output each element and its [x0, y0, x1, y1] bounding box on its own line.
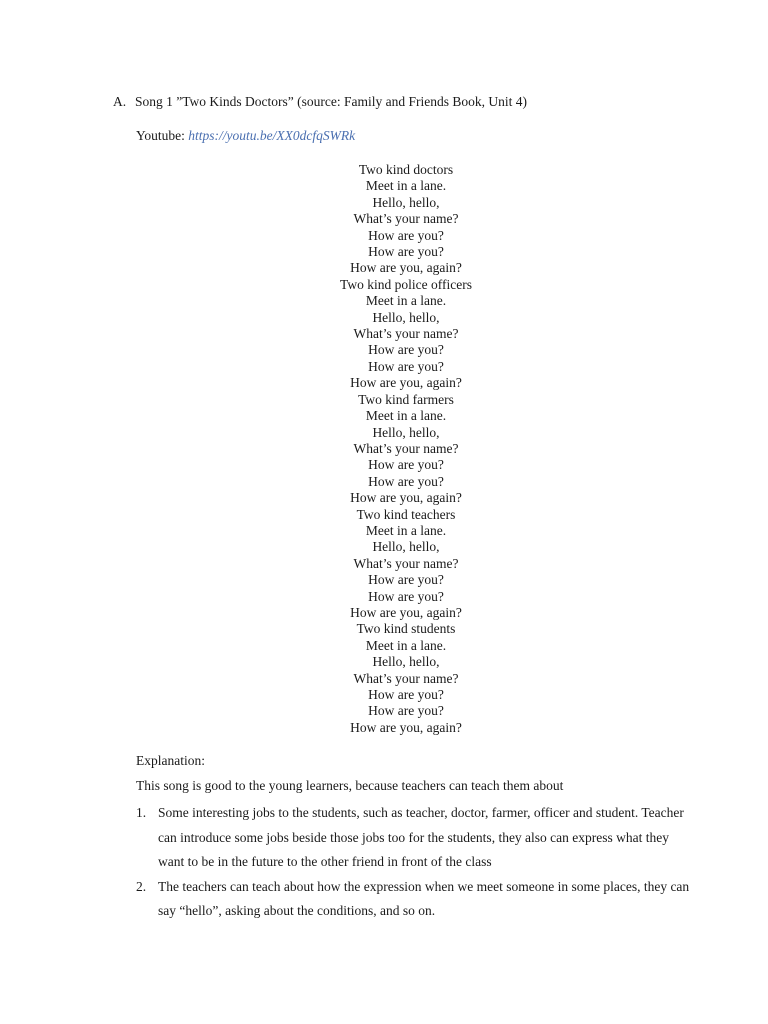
lyric-line: How are you?	[368, 473, 444, 489]
lyric-line: How are you, again?	[350, 490, 462, 506]
explanation-list	[136, 801, 696, 924]
explanation-intro: This song is good to the young learners, because teachers can teach them about	[136, 778, 564, 793]
lyric-line: Two kind farmers	[358, 391, 454, 407]
lyric-line: Two kind students	[356, 621, 456, 637]
list-item-text: The teachers can teach about how the expression when we meet someone in some places, they can say “hello”, asking about the conditions, and so on.	[158, 878, 690, 918]
lyric-line: Meet in a lane.	[365, 522, 447, 538]
list-item	[136, 875, 696, 924]
lyric-line: What’s your name?	[353, 670, 459, 686]
lyric-line: What’s your name?	[353, 326, 459, 342]
section-heading	[113, 92, 527, 112]
lyric-line: How are you?	[368, 687, 444, 702]
lyric-line: Meet in a lane.	[365, 293, 447, 309]
lyric-line: Hello, hello,	[372, 539, 440, 555]
lyric-line: How are you, again?	[350, 260, 462, 276]
list-item-number: 1.	[136, 805, 147, 820]
section-marker: A.	[113, 94, 127, 109]
lyric-line: Hello, hello,	[372, 654, 440, 670]
lyric-line: Meet in a lane.	[365, 637, 447, 653]
lyric-line: How are you, again?	[350, 719, 462, 735]
lyric-line: How are you, again?	[350, 375, 462, 391]
lyric-line: How are you?	[368, 457, 444, 473]
lyric-line: How are you?	[368, 572, 444, 588]
explanation-label: Explanation:	[136, 753, 205, 768]
list-item-text: Some interesting jobs to the students, such as teacher, doctor, farmer, officer and student. Teacher can introduce some jobs beside those jobs too for the students, they also can express what they want to be in the future to the other friend in front of the class	[158, 805, 684, 869]
song-lyrics	[256, 162, 556, 736]
youtube-line	[136, 126, 355, 146]
youtube-label: Youtube:	[136, 128, 189, 143]
lyric-line: How are you?	[368, 703, 444, 719]
section-title: Song 1 ”Two Kinds Doctors” (source: Family and Friends Book, Unit 4)	[135, 94, 528, 109]
lyric-line: What’s your name?	[353, 555, 459, 571]
lyric-line: Hello, hello,	[372, 309, 440, 325]
youtube-link[interactable]: https://youtu.be/XX0dcfqSWRk	[188, 128, 356, 143]
lyric-line: How are you?	[368, 588, 444, 604]
lyric-line: How are you?	[368, 342, 444, 358]
lyric-line: Meet in a lane.	[365, 178, 447, 194]
lyric-line: How are you?	[368, 358, 444, 374]
lyric-line: Two kind police officers	[340, 276, 472, 292]
lyric-line: Meet in a lane.	[365, 408, 447, 424]
lyric-line: How are you?	[368, 227, 444, 243]
list-item-number: 2.	[136, 878, 147, 894]
lyric-line: How are you?	[368, 244, 444, 260]
lyric-line: How are you, again?	[350, 604, 462, 620]
lyric-line: Hello, hello,	[372, 194, 440, 210]
lyric-line: What’s your name?	[353, 440, 459, 456]
lyric-line: Hello, hello,	[372, 424, 440, 440]
lyric-line: Two kind doctors	[358, 162, 454, 177]
lyric-line: What’s your name?	[353, 211, 459, 227]
lyric-line: Two kind teachers	[356, 506, 456, 522]
list-item	[136, 801, 696, 875]
